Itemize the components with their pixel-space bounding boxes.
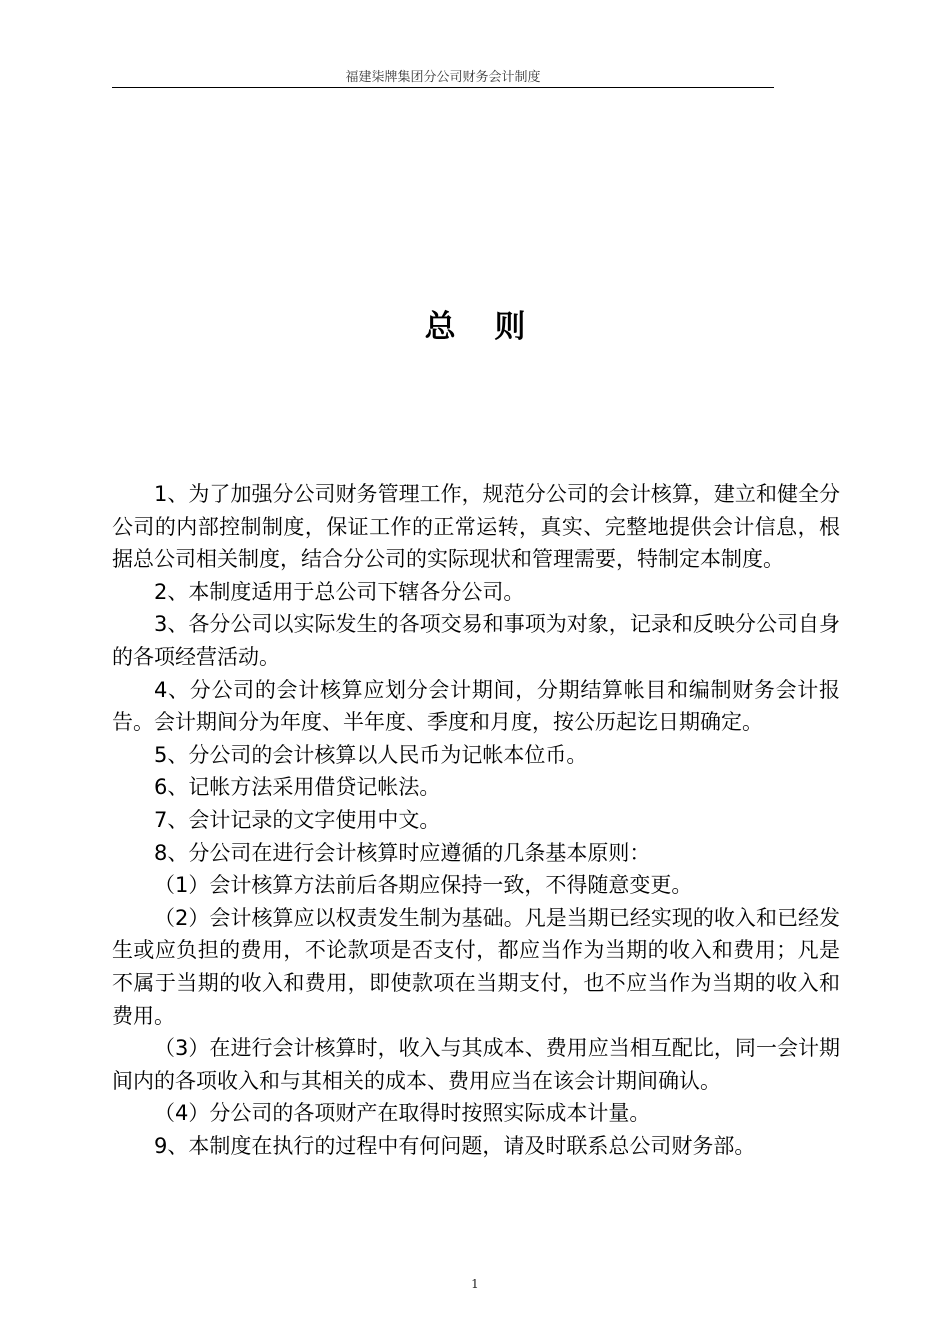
paragraph: 9、本制度在执行的过程中有何问题，请及时联系总公司财务部。 [154,1133,756,1158]
paragraph: （3）在进行会计核算时，收入与其成本、费用应当相互配比，同一会计期间内的各项收入和与其相关的成本、费用应当在该会计期间确认。 [112,1036,840,1093]
paragraph: 6、记帐方法采用借贷记帐法。 [154,775,441,800]
paragraph: 5、分公司的会计核算以人民币为记帐本位币。 [154,742,588,767]
paragraph: 7、会计记录的文字使用中文。 [154,807,441,832]
paragraph: 4、分公司的会计核算应划分会计期间，分期结算帐目和编制财务会计报告。会计期间分为年度、半年度、季度和月度，按公历起讫日期确定。 [112,677,840,735]
paragraph: 3、各分公司以实际发生的各项交易和事项为对象，记录和反映分公司自身的各项经营活动。 [112,612,840,669]
page-footer [0,1276,950,1292]
page-header [112,70,774,88]
paragraph: （4）分公司的各项财产在取得时按照实际成本计量。 [154,1101,651,1126]
header-text: 福建柒牌集团分公司财务会计制度 [345,70,541,85]
page-title: 总 则 [424,309,540,345]
paragraph: （2）会计核算应以权责发生制为基础。凡是当期已经实现的收入和已经发生或应负担的费用，不论款项是否支付，都应当作为当期的收入和费用；凡是不属于当期的收入和费用，即使款项在当期支付，也不应当作为当期的收入和费用。 [112,905,840,1028]
document-body [112,478,840,1162]
paragraph: 2、本制度适用于总公司下辖各分公司。 [154,579,525,604]
paragraph: 8、分公司在进行会计核算时应遵循的几条基本原则： [154,840,651,865]
page-number: 1 [471,1277,479,1291]
paragraph: 1、为了加强分公司财务管理工作，规范分公司的会计核算，建立和健全分公司的内部控制制度，保证工作的正常运转，真实、完整地提供会计信息，根据总公司相关制度，结合分公司的实际现状和管理需要，特制定本制度。 [112,482,840,572]
paragraph: （1）会计核算方法前后各期应保持一致，不得随意变更。 [154,873,693,898]
